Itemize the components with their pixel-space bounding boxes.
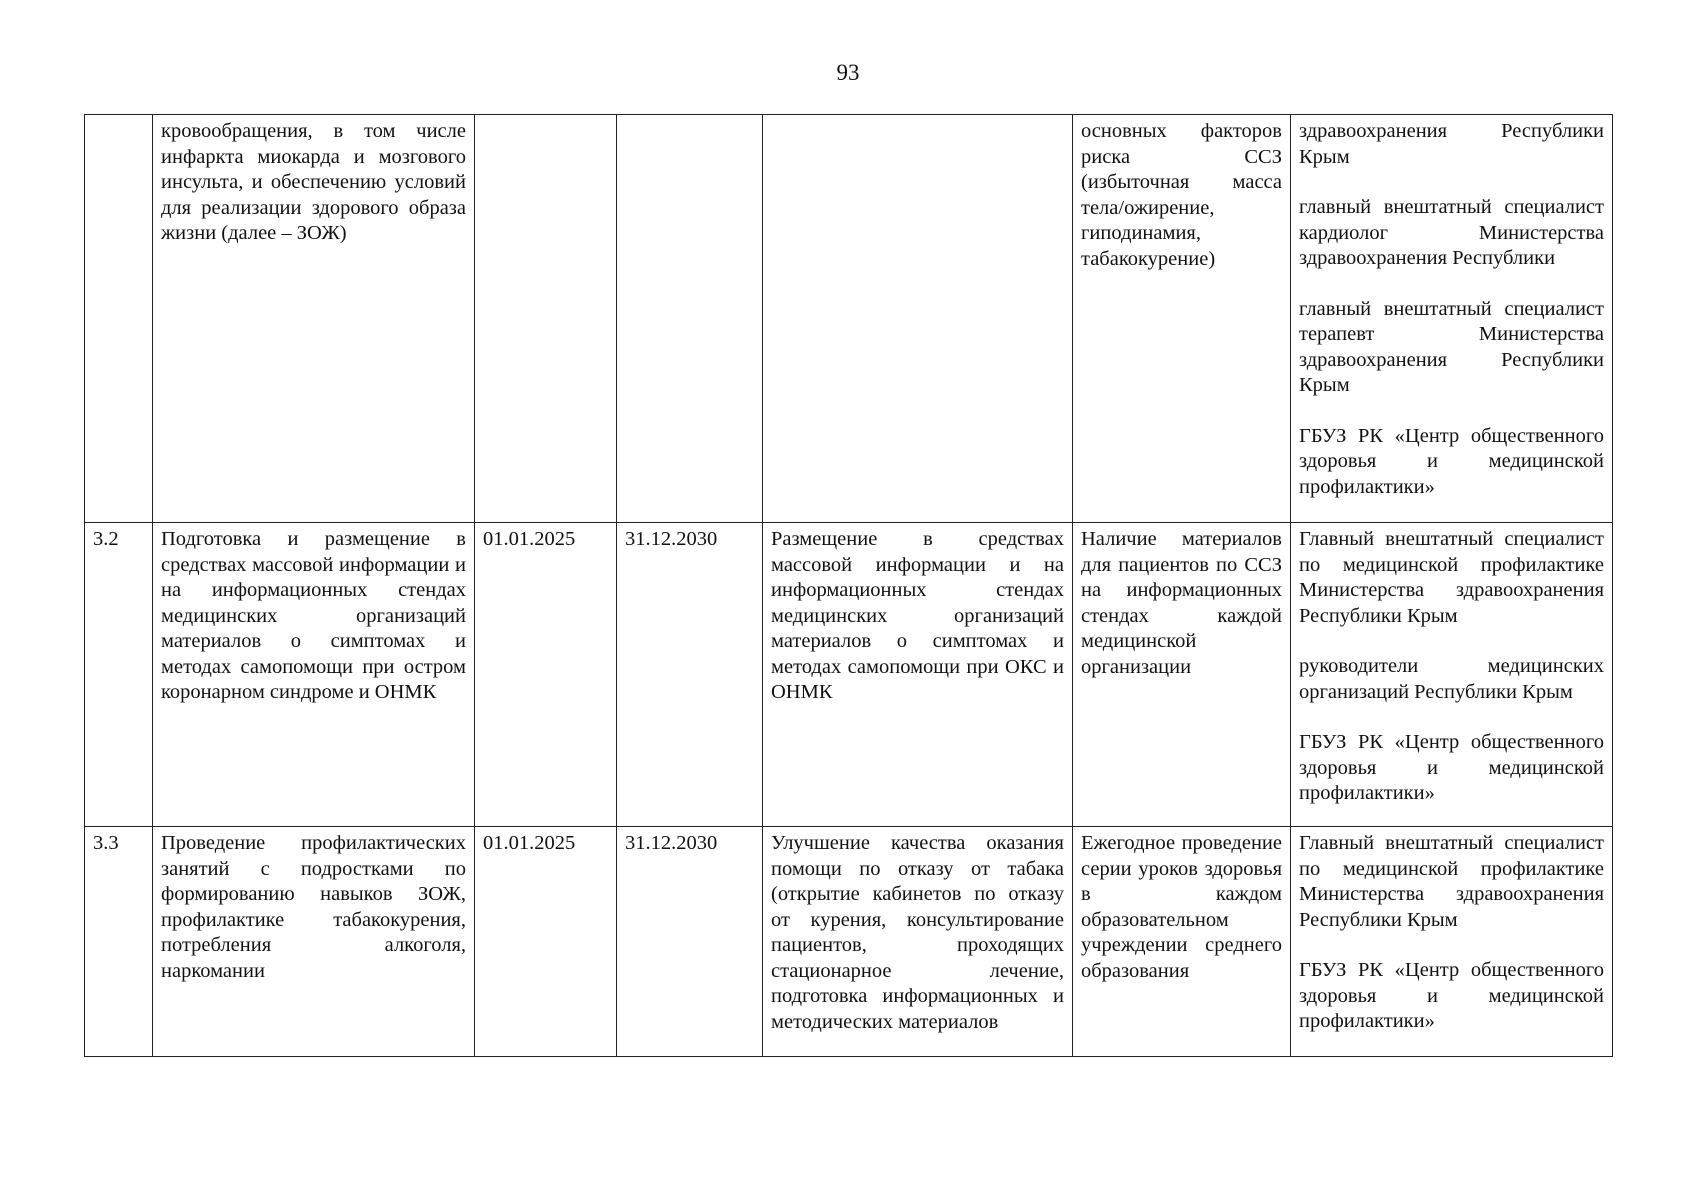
result-cell: Размещение в средствах массовой информации и на информационных стендах медицинских организаций материалов о симптомах и методах самопомощи при ОКС и ОНМК <box>763 523 1073 827</box>
responsible-entry: Главный внештатный специалист по медицинской профилактике Министерства здравоохранения Республики Крым <box>1299 528 1604 627</box>
measures-table <box>84 114 1613 1057</box>
responsible-entry: руководители медицинских организаций Республики Крым <box>1299 655 1604 703</box>
responsible-cell <box>1291 115 1613 523</box>
end-date-cell <box>617 115 763 523</box>
table-row <box>85 523 1613 827</box>
start-date-cell: 01.01.2025 <box>475 827 617 1057</box>
responsible-cell <box>1291 827 1613 1057</box>
responsible-entry: главный внештатный специалист терапевт Министерства здравоохранения Республики Крым <box>1299 297 1604 396</box>
responsible-entry: Главный внештатный специалист по медицинской профилактике Министерства здравоохранения Республики Крым <box>1299 832 1604 931</box>
responsible-cell <box>1291 523 1613 827</box>
start-date-cell: 01.01.2025 <box>475 523 617 827</box>
indicator-cell: Наличие материалов для пациентов по ССЗ на информационных стендах каждой медицинской организации <box>1073 523 1291 827</box>
indicator-cell: Ежегодное проведение серии уроков здоровья в каждом образовательном учреждении среднего образования <box>1073 827 1291 1057</box>
responsible-entry: ГБУЗ РК «Центр общественного здоровья и медицинской профилактики» <box>1299 424 1604 498</box>
row-number-cell: 3.2 <box>85 523 153 827</box>
responsible-entry: ГБУЗ РК «Центр общественного здоровья и медицинской профилактики» <box>1299 731 1604 804</box>
activity-cell: Подготовка и размещение в средствах массовой информации и на информационных стендах медицинских организаций материалов о симптомах и методах самопомощи при остром коронарном синдроме и ОНМК <box>153 523 475 827</box>
activity-cell: Проведение профилактических занятий с подростками по формированию навыков ЗОЖ, профилактике табакокурения, потребления алкоголя, наркомании <box>153 827 475 1057</box>
end-date-cell: 31.12.2030 <box>617 523 763 827</box>
result-cell <box>763 115 1073 523</box>
row-number-cell <box>85 115 153 523</box>
responsible-entry: ГБУЗ РК «Центр общественного здоровья и медицинской профилактики» <box>1299 959 1604 1032</box>
result-cell: Улучшение качества оказания помощи по отказу от табака (открытие кабинетов по отказу от курения, консультирование пациентов, проходящих стационарное лечение, подготовка информационных и методических материалов <box>763 827 1073 1057</box>
row-number-cell: 3.3 <box>85 827 153 1057</box>
page-number: 93 <box>836 60 860 85</box>
indicator-cell: основных факторов риска ССЗ (избыточная масса тела/ожирение, гиподинамия, табакокурение) <box>1073 115 1291 523</box>
table-row <box>85 115 1613 523</box>
start-date-cell <box>475 115 617 523</box>
end-date-cell: 31.12.2030 <box>617 827 763 1057</box>
responsible-entry: здравоохранения Республики Крым <box>1299 120 1604 168</box>
activity-cell: кровообращения, в том числе инфаркта миокарда и мозгового инсульта, и обеспечению условий для реализации здорового образа жизни (далее – ЗОЖ) <box>153 115 475 523</box>
table-row <box>85 827 1613 1057</box>
responsible-entry: главный внештатный специалист кардиолог Министерства здравоохранения Республики <box>1299 196 1604 269</box>
